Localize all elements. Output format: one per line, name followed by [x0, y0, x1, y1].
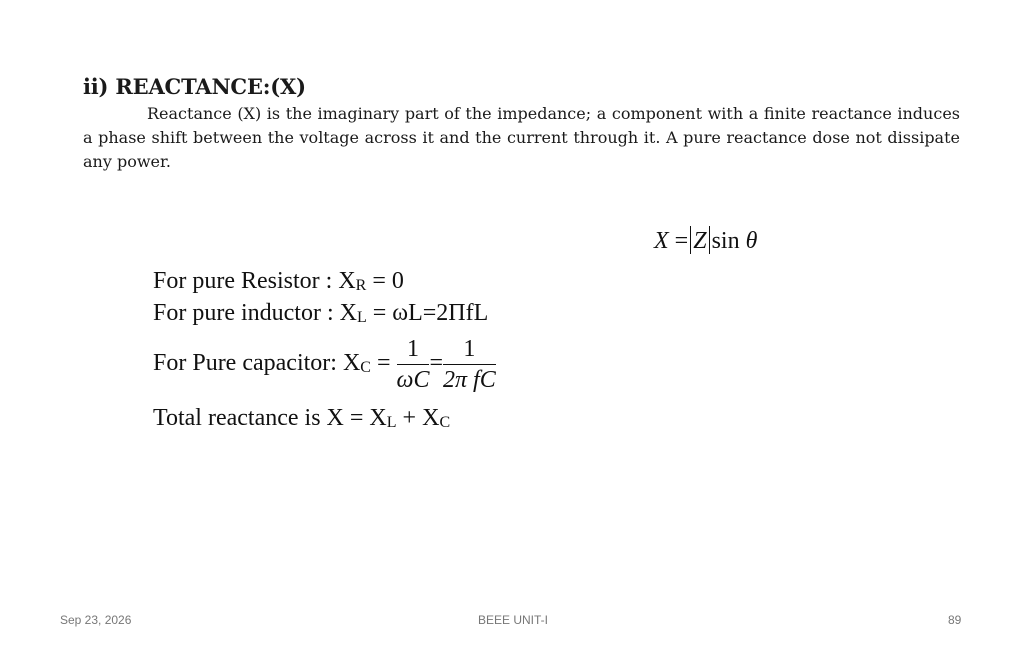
eq-lhs: X — [654, 228, 669, 254]
resistor-label: For pure Resistor : — [153, 268, 333, 294]
frac1-denominator: ωC — [396, 367, 430, 393]
resistor-symbol: X — [338, 268, 356, 294]
total-plus: + — [402, 405, 417, 431]
total-line — [153, 405, 450, 432]
abs-bar-right — [709, 226, 710, 254]
capacitor-line — [153, 334, 496, 395]
frac2-numerator: 1 — [443, 334, 496, 365]
resistor-rhs: = 0 — [372, 268, 404, 294]
eq-equals: = — [674, 228, 689, 254]
footer-date: Sep 23, 2026 — [60, 613, 132, 627]
capacitor-fraction-1 — [397, 334, 430, 395]
reactance-equation — [654, 226, 757, 255]
inductor-line — [153, 300, 488, 327]
total-sub1: L — [386, 414, 397, 431]
inductor-symbol: X — [339, 300, 357, 326]
capacitor-fraction-2 — [443, 334, 496, 395]
footer-title: BEEE UNIT-I — [478, 613, 549, 627]
total-sym1: X — [369, 405, 387, 431]
total-sym2: X — [422, 405, 440, 431]
capacitor-symbol: X — [342, 350, 361, 377]
total-label: Total reactance is X = — [153, 405, 364, 431]
slide-paragraph: Reactance (X) is the imaginary part of the impedance; a component with a finite reactance induces a phase shift between the voltage across it and the current through it. A pure reactance dose not dissipate any power. — [83, 104, 960, 171]
capacitor-eq2: = — [429, 350, 443, 377]
slide-heading: ii) REACTANCE:(X) — [83, 74, 306, 99]
total-sub2: C — [439, 414, 451, 431]
eq-abs-var: Z — [693, 228, 707, 254]
eq-angle: θ — [745, 228, 758, 254]
inductor-sub: L — [356, 309, 367, 326]
resistor-line — [153, 268, 404, 295]
inductor-label: For pure inductor : — [153, 300, 334, 326]
capacitor-sub: C — [360, 359, 371, 377]
footer-page-number: 89 — [948, 613, 962, 627]
frac2-denominator: 2π fC — [443, 367, 496, 393]
capacitor-eq1: = — [376, 350, 391, 377]
abs-bar-left — [690, 226, 691, 254]
frac1-numerator: 1 — [397, 334, 430, 365]
resistor-sub: R — [355, 277, 367, 294]
eq-func: sin — [711, 228, 740, 254]
inductor-rhs: = ωL=2ΠfL — [372, 300, 489, 326]
capacitor-label: For Pure capacitor: — [153, 350, 337, 377]
